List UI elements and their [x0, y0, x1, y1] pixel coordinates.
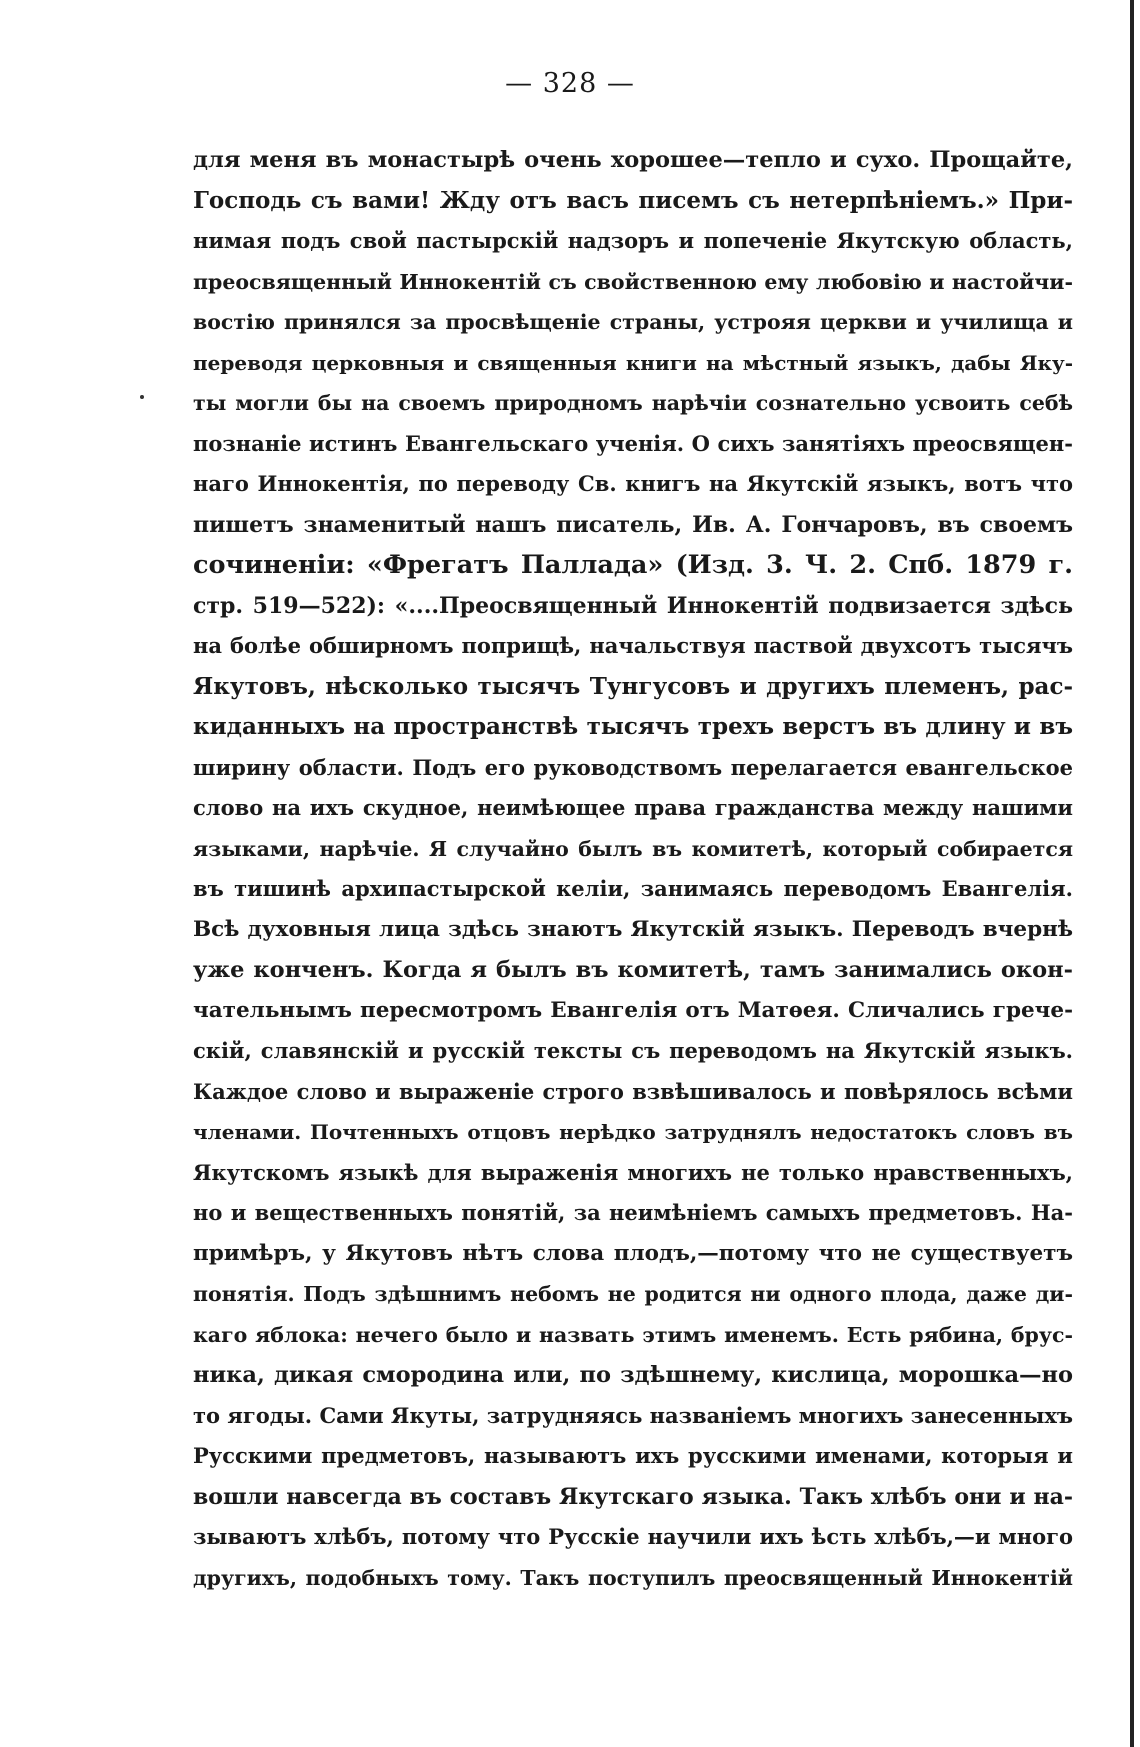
text-line: востію принялся за просвѣщеніе страны, устрояя церкви и училища и: [193, 310, 1073, 334]
text-line: для меня въ монастырѣ очень хорошее—тепло и сухо. Прощайте,: [193, 147, 1073, 173]
text-line: познаніе истинъ Евангельскаго ученія. О сихъ занятіяхъ преосвящен-: [193, 430, 1073, 456]
text-line: то ягоды. Сами Якуты, затрудняясь названіемъ многихъ занесенныхъ: [193, 1402, 1073, 1428]
text-line: Якутскомъ языкѣ для выраженія многихъ не только нравственныхъ,: [193, 1159, 1073, 1185]
text-line: скій, славянскій и русскій тексты съ переводомъ на Якутскій языкъ.: [193, 1038, 1073, 1063]
text-line: въ тишинѣ архипастырской келіи, занимаясь переводомъ Евангелія.: [193, 876, 1073, 901]
text-line: каго яблока: нечего было и назвать этимъ именемъ. Есть рябина, брус-: [193, 1322, 1073, 1347]
text-line: ширину области. Подъ его руководствомъ перелагается евангельское: [193, 754, 1073, 780]
text-line: сочиненіи: «Фрегатъ Паллада» (Изд. 3. Ч. 2. Спб. 1879 г.: [193, 550, 1073, 580]
text-line: Господь съ вами! Жду отъ васъ писемъ съ нетерпѣніемъ.» При-: [193, 186, 1073, 214]
text-line: Каждое слово и выраженіе строго взвѣшивалось и повѣрялось всѣми: [193, 1078, 1073, 1104]
text-line: ты могли бы на своемъ природномъ нарѣчіи сознательно усвоить себѣ: [193, 391, 1073, 415]
text-line: нимая подъ свой пастырскій надзоръ и попеченіе Якутскую область,: [193, 228, 1073, 253]
text-line: вошли навсегда въ составъ Якутскаго языка. Такъ хлѣбъ они и на-: [193, 1483, 1073, 1510]
text-line: стр. 519—522): «....Преосвященный Иннокентій подвизается здѣсь: [193, 592, 1073, 619]
text-line: понятія. Подъ здѣшнимъ небомъ не родится ни одного плода, даже ди-: [193, 1282, 1073, 1306]
text-line: чательнымъ пересмотромъ Евангелія отъ Матѳея. Сличались грече-: [193, 997, 1073, 1023]
text-line: пишетъ знаменитый нашъ писатель, Ив. А. Гончаровъ, въ своемъ: [193, 511, 1073, 538]
text-line: другихъ, подобныхъ тому. Такъ поступилъ преосвященный Иннокентій: [193, 1565, 1073, 1590]
text-line: но и вещественныхъ понятій, за неимѣніемъ самыхъ предметовъ. На-: [193, 1200, 1073, 1225]
text-line: уже конченъ. Когда я былъ въ комитетѣ, тамъ занимались окон-: [193, 957, 1073, 983]
text-line: на болѣе обширномъ поприщѣ, начальствуя паствой двухсотъ тысячъ: [193, 633, 1073, 658]
page-edge-line: [1130, 0, 1134, 1747]
text-line: ника, дикая смородина или, по здѣшнему, кислица, морошка—но: [193, 1362, 1073, 1388]
text-line: Якутовъ, нѣсколько тысячъ Тунгусовъ и другихъ племенъ, рас-: [193, 672, 1073, 700]
text-line: наго Иннокентія, по переводу Св. книгъ на Якутскій языкъ, вотъ что: [193, 471, 1073, 496]
text-line: киданныхъ на пространствѣ тысячъ трехъ верстъ въ длину и въ: [193, 713, 1073, 740]
text-line: переводя церковныя и священныя книги на мѣстный языкъ, дабы Яку-: [193, 350, 1073, 375]
text-line: Всѣ духовныя лица здѣсь знаютъ Якутскій языкъ. Переводъ вчернѣ: [193, 916, 1073, 942]
text-line: членами. Почтенныхъ отцовъ нерѣдко затруднялъ недостатокъ словъ въ: [193, 1120, 1073, 1144]
text-line: Русскими предметовъ, называютъ ихъ русскими именами, которыя и: [193, 1443, 1073, 1468]
text-line: зываютъ хлѣбъ, потому что Русскіе научили ихъ ѣсть хлѣбъ,—и много: [193, 1524, 1073, 1549]
text-line: преосвященный Иннокентій съ свойственною ему любовію и настойчи-: [193, 269, 1073, 294]
text-line: примѣръ, у Якутовъ нѣтъ слова плодъ,—потому что не существуетъ: [193, 1240, 1073, 1266]
body-text: [193, 140, 1073, 1598]
page-number: — 328 —: [505, 68, 635, 99]
text-line: языками, нарѣчіе. Я случайно былъ въ комитетѣ, который собирается: [193, 836, 1073, 861]
text-line: слово на ихъ скудное, неимѣющее права гражданства между нашими: [193, 795, 1073, 820]
margin-mark: [140, 395, 144, 399]
